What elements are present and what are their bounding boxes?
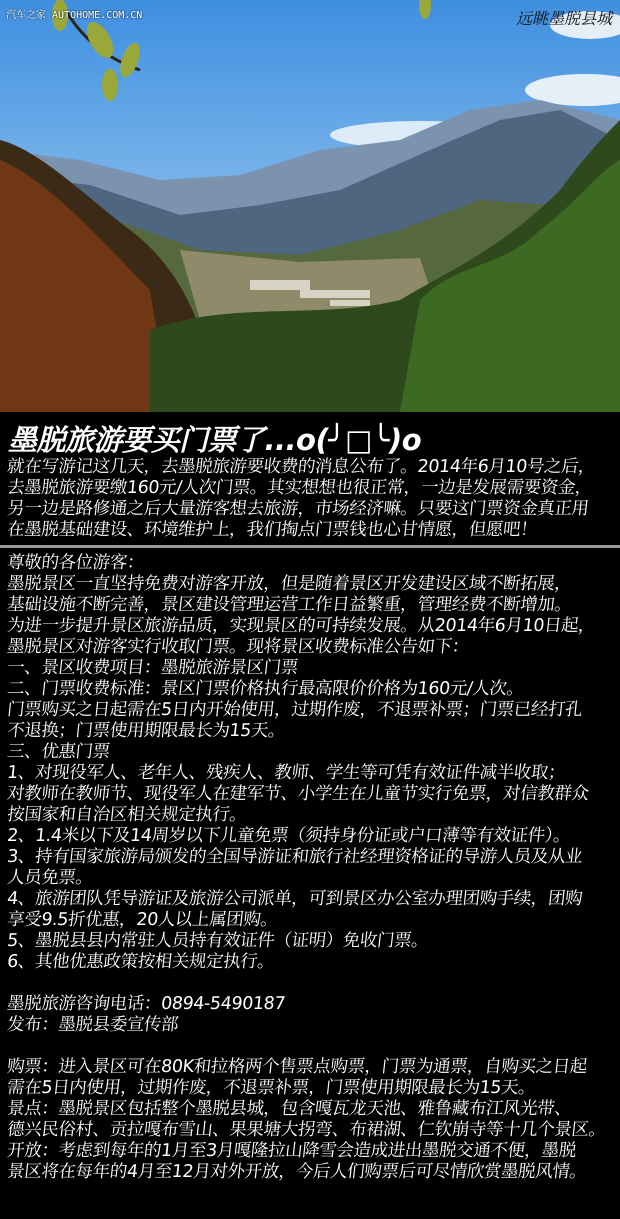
notice-line: 不退换；门票使用期限最长为15天。 — [6, 721, 287, 741]
notice-body — [6, 553, 605, 1183]
info-line: 需在5日内使用，过期作废，不退票补票，门票使用期限最长为15天。 — [6, 1078, 537, 1098]
watermark: 汽车之家 AUTOHOME.COM.CN — [6, 10, 143, 21]
notice-line: 一、景区收费项目：墨脱旅游景区门票 — [6, 658, 299, 678]
notice-line: 享受9.5折优惠，20人以上属团购。 — [6, 910, 279, 930]
info-line: 德兴民俗村、贡拉嘎布雪山、果果塘大拐弯、布裙湖、仁钦崩寺等十几个景区。 — [6, 1120, 607, 1140]
notice-line: 二、门票收费标准：景区门票价格执行最高限价价格为160元/人次。 — [6, 679, 525, 699]
landscape-photo — [0, 0, 620, 412]
contact-section — [6, 994, 605, 1036]
intro-line: 去墨脱旅游要缴160元/人次门票。其实想想也很正常，一边是发展需要资金， — [6, 478, 594, 498]
notice-line: 基础设施不断完善，景区建设管理运营工作日益繁重，管理经费不断增加。 — [6, 595, 573, 615]
notice-line: 5、墨脱县县内常驻人员持有效证件（证明）免收门票。 — [6, 931, 430, 951]
notice-line: 墨脱景区对游客实行收取门票。现将景区收费标准公告如下： — [6, 637, 470, 657]
notice-line: 三、优惠门票 — [6, 742, 111, 762]
intro-line: 在墨脱基础建设、环境维护上，我们掏点门票钱也心甘情愿，但愿吧！ — [6, 520, 539, 540]
notice-line: 1、对现役军人、老年人、残疾人、教师、学生等可凭有效证件减半收取； — [6, 763, 567, 783]
notice-line: 门票购买之日起需在5日内开始使用，过期作废，不退票补票；门票已经打孔 — [6, 700, 584, 720]
notice-line: 对教师在教师节、现役军人在建军节、小学生在儿童节实行免票，对信教群众 — [6, 784, 590, 804]
notice-line: 2、1.4米以下及14周岁以下儿童免票（须持身份证或户口薄等有效证件）。 — [6, 826, 572, 846]
divider — [0, 545, 620, 548]
article-title: 墨脱旅游要买门票了...o(╯□╰)o — [8, 423, 422, 457]
info-line: 开放：考虑到每年的1月至3月嘎隆拉山降雪会造成进出墨脱交通不便，墨脱 — [6, 1141, 577, 1161]
intro-paragraph — [6, 457, 597, 541]
info-line: 景点：墨脱景区包括整个墨脱县城，包含嘎瓦龙天池、雅鲁藏布江风光带、 — [6, 1099, 573, 1119]
notice-line: 为进一步提升景区旅游品质，实现景区的可持续发展。从2014年6月10日起， — [6, 616, 597, 636]
photo-caption: 远眺墨脱县城 — [515, 9, 612, 28]
info-line: 购票：进入景区可在80K和拉格两个售票点购票，门票为通票，自购买之日起 — [6, 1057, 588, 1077]
notice-line: 墨脱景区一直坚持免费对游客开放，但是随着景区开发建设区域不断拓展， — [6, 574, 573, 594]
notice-line: 尊敬的各位游客： — [6, 553, 146, 573]
notice-line: 4、旅游团队凭导游证及旅游公司派单，可到景区办公室办理团购手续，团购 — [6, 889, 584, 909]
intro-line: 另一边是路修通之后大量游客想去旅游，市场经济嘛。只要这门票资金真正用 — [6, 499, 590, 519]
publisher: 发布：墨脱县委宣传部 — [6, 1015, 180, 1035]
notice-line: 6、其他优惠政策按相关规定执行。 — [6, 952, 276, 972]
info-line: 景区将在每年的4月至12月对外开放，今后人们购票后可尽情欣赏墨脱风情。 — [6, 1162, 588, 1182]
info-section — [6, 1057, 605, 1183]
contact-phone: 墨脱旅游咨询电话：0894-5490187 — [6, 994, 287, 1014]
notice-line: 3、持有国家旅游局颁发的全国导游证和旅行社经理资格证的导游人员及从业 — [6, 847, 584, 867]
valley-illustration — [0, 0, 620, 412]
notice-line: 按国家和自治区相关规定执行。 — [6, 805, 248, 825]
spacer — [6, 973, 605, 994]
notice-section — [6, 553, 605, 973]
spacer — [6, 1036, 605, 1057]
intro-line: 就在写游记这几天，去墨脱旅游要收费的消息公布了。2014年6月10号之后， — [6, 457, 597, 477]
title-block — [0, 412, 620, 546]
notice-line: 人员免票。 — [6, 868, 94, 888]
